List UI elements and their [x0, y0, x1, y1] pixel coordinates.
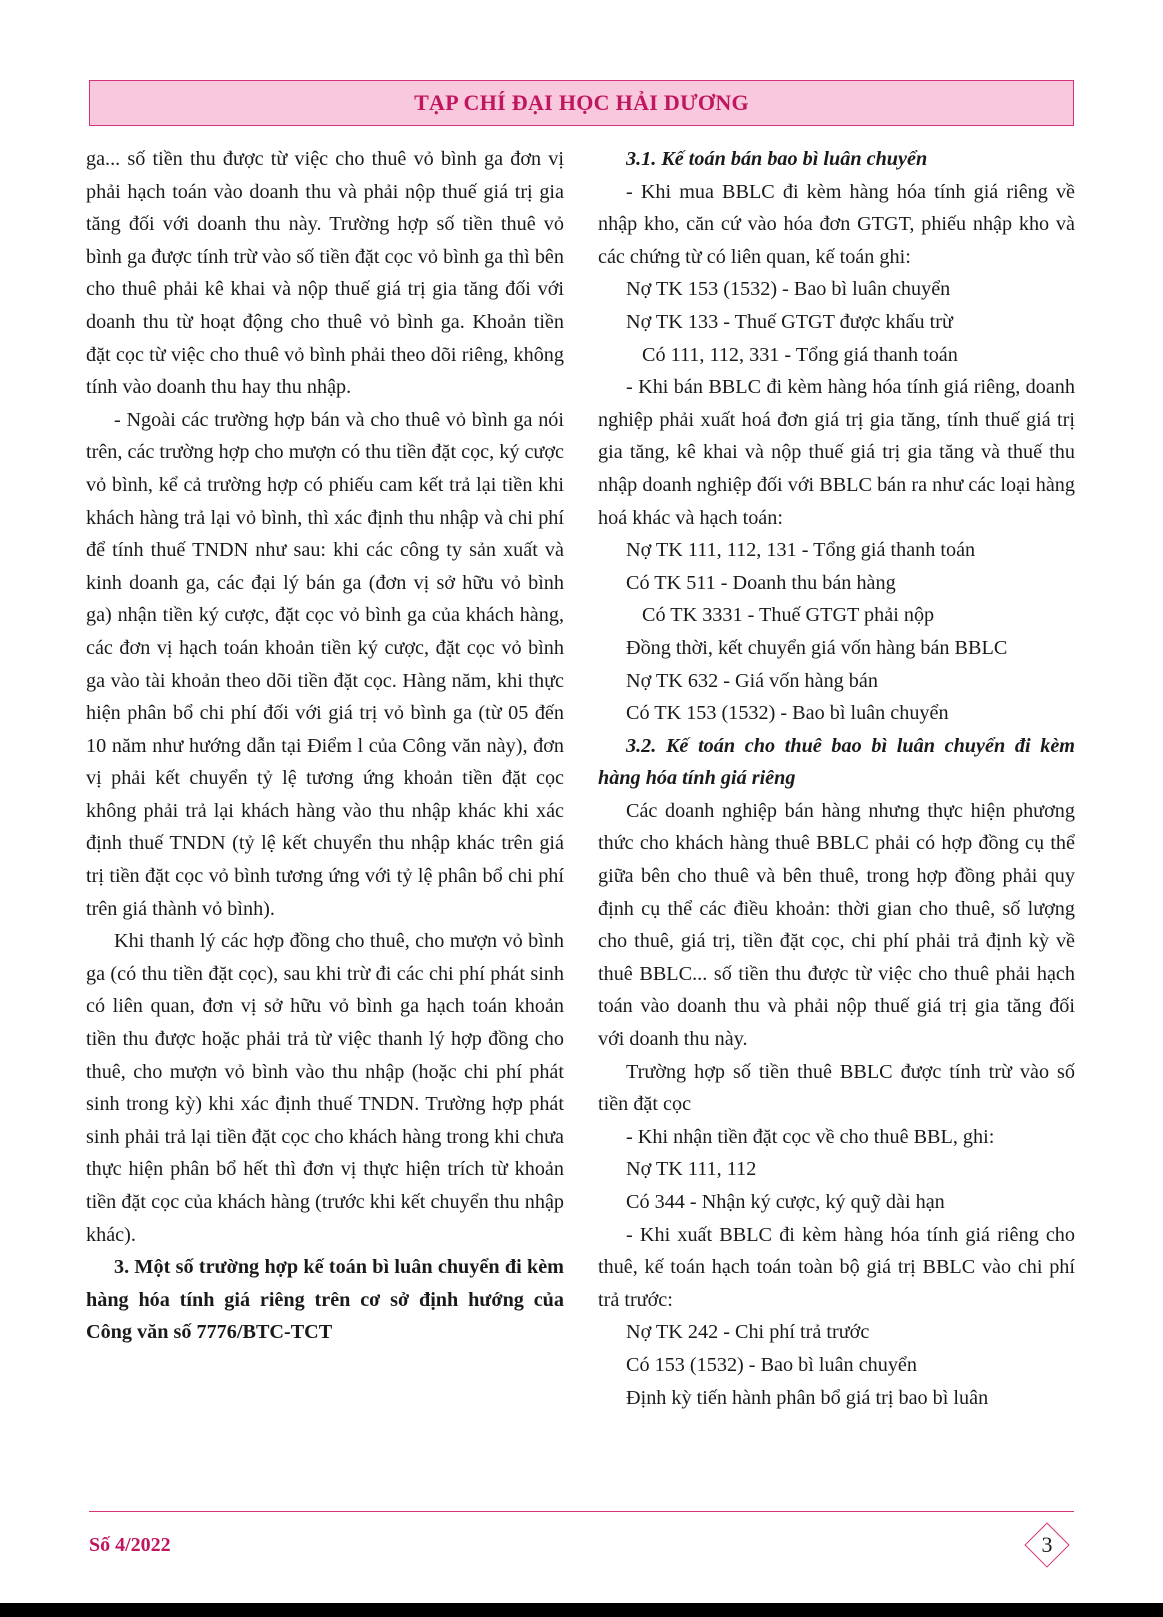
- paragraph: Trường hợp số tiền thuê BBLC được tính trừ vào số tiền đặt cọc: [598, 1060, 1075, 1116]
- entry-line: Có TK 153 (1532) - Bao bì luân chuyển: [626, 702, 949, 725]
- paragraph: - Khi xuất BBLC đi kèm hàng hóa tính giá riêng cho thuê, kế toán hạch toán toàn bộ giá trị BBLC vào chi phí trả trước:: [598, 1223, 1075, 1311]
- paragraph: - Ngoài các trường hợp bán và cho thuê vỏ bình ga nói trên, các trường hợp cho mượn có thu tiền đặt cọc, ký cược vỏ bình, kể cả trường hợp có phiếu cam kết trả lại tiền khi khách hàng trả lại vỏ bình, thì xác định thu nhập và chi phí để tính thuế TNDN như sau: khi các công ty sản xuất và kinh doanh ga, các đại lý bán ga (đơn vị sở hữu vỏ bình ga) nhận tiền ký cược, đặt cọc vỏ bình ga của khách hàng, các đơn vị hạch toán khoản tiền ký cược, đặt cọc vỏ bình ga vào tài khoản theo dõi tiền đặt cọc. Hàng năm, khi thực hiện phân bổ chi phí đối với giá trị vỏ bình ga (từ 05 đến 10 năm như hướng dẫn tại Điểm l của Công văn này), đơn vị phải kết chuyển tỷ lệ tương ứng khoản tiền đặt cọc không phải trả lại khách hàng vào thu nhập khác khi xác định thuế TNDN (tỷ lệ kết chuyển thu nhập khác trên giá trị tiền đặt cọc vỏ bình tương ứng với tỷ lệ phân bổ chi phí trên giá thành vỏ bình).: [86, 408, 565, 920]
- left-column: [86, 143, 564, 1349]
- bottom-edge-bar: [0, 1603, 1163, 1617]
- entry-line: Có TK 3331 - Thuế GTGT phải nộp: [642, 604, 935, 627]
- page-number-badge: [1022, 1520, 1072, 1570]
- paragraph: ga... số tiền thu được từ việc cho thuê vỏ bình ga đơn vị phải hạch toán vào doanh thu và phải nộp thuế giá trị gia tăng đối với doanh thu này. Trường hợp số tiền thuê vỏ bình ga được tính trừ vào số tiền đặt cọc vỏ bình ga thì bên cho thuê phải kê khai và nộp thuế giá trị gia tăng đối với doanh thu từ hoạt động cho thuê vỏ bình ga. Khoản tiền đặt cọc từ việc cho thuê vỏ bình phải theo dõi riêng, không tính vào doanh thu hay thu nhập.: [86, 148, 564, 399]
- paragraph: - Khi nhận tiền đặt cọc về cho thuê BBL, ghi:: [626, 1125, 995, 1148]
- entry-line: Có 111, 112, 331 - Tổng giá thanh toán: [642, 343, 958, 366]
- entry-line: Nợ TK 111, 112, 131 - Tổng giá thanh toán: [626, 539, 976, 562]
- issue-number: Số 4/2022: [89, 1534, 171, 1556]
- right-column: [598, 143, 1075, 1414]
- entry-line: Có 344 - Nhận ký cược, ký quỹ dài hạn: [626, 1191, 945, 1213]
- journal-header: [89, 80, 1074, 126]
- entry-line: Nợ TK 111, 112: [626, 1158, 757, 1181]
- entry-line: Nợ TK 242 - Chi phí trả trước: [626, 1321, 870, 1344]
- subsection-heading: 3.2. Kế toán cho thuê bao bì luân chuyển đi kèm hàng hóa tính giá riêng: [598, 734, 1075, 790]
- section-heading: 3. Một số trường hợp kế toán bì luân chuyển đi kèm hàng hóa tính giá riêng trên cơ sở định hướng của Công văn số 7776/BTC-TCT: [86, 1256, 564, 1344]
- journal-title: TẠP CHÍ ĐẠI HỌC HẢI DƯƠNG: [414, 90, 749, 115]
- paragraph: Khi thanh lý các hợp đồng cho thuê, cho mượn vỏ bình ga (có thu tiền đặt cọc), sau khi trừ đi các chi phí phát sinh có liên quan, đơn vị sở hữu vỏ bình ga hạch toán khoản tiền thu được hoặc phải trả từ việc thanh lý hợp đồng cho thuê, cho mượn vỏ bình vào thu nhập (hoặc chi phí phát sinh trong kỳ) khi xác định thuế TNDN. Trường hợp phát sinh phải trả lại tiền đặt cọc cho khách hàng trong khi chưa thực hiện phân bổ hết thì đơn vị thực hiện trích từ khoản tiền đặt cọc của khách hàng (trước khi kết chuyển thu nhập khác).: [86, 930, 564, 1246]
- subsection-heading: 3.1. Kế toán bán bao bì luân chuyển: [626, 148, 928, 170]
- entry-line: Đồng thời, kết chuyển giá vốn hàng bán BBLC: [626, 636, 1008, 659]
- paragraph: Định kỳ tiến hành phân bổ giá trị bao bì luân: [626, 1386, 989, 1409]
- entry-line: Nợ TK 153 (1532) - Bao bì luân chuyển: [626, 278, 951, 301]
- footer-divider: [89, 1511, 1074, 1512]
- entry-line: Có 153 (1532) - Bao bì luân chuyển: [626, 1353, 917, 1376]
- page-number: 3: [1041, 1532, 1053, 1557]
- paragraph: - Khi mua BBLC đi kèm hàng hóa tính giá riêng về nhập kho, căn cứ vào hóa đơn GTGT, phiếu nhập kho và các chứng từ có liên quan, kế toán ghi:: [598, 180, 1075, 268]
- entry-line: Nợ TK 133 - Thuế GTGT được khấu trừ: [626, 310, 953, 333]
- paragraph: Các doanh nghiệp bán hàng nhưng thực hiện phương thức cho khách hàng thuê BBLC phải có hợp đồng cụ thể giữa bên cho thuê và bên thuê, trong hợp đồng phải quy định cụ thể các điều khoản: thời gian cho thuê, số lượng cho thuê, giá trị, tiền đặt cọc, chi phí phải trả định kỳ về thuê BBLC... số tiền thu được từ việc cho thuê phải hạch toán vào doanh thu và phải nộp thuế giá trị gia tăng đối với doanh thu này.: [598, 799, 1075, 1051]
- entry-line: Nợ TK 632 - Giá vốn hàng bán: [626, 669, 878, 692]
- paragraph: - Khi bán BBLC đi kèm hàng hóa tính giá riêng, doanh nghiệp phải xuất hoá đơn giá trị gia tăng, tính thuế giá trị gia tăng, kê khai và nộp thuế giá trị gia tăng và thuế thu nhập doanh nghiệp đối với BBLC bán ra như các loại hàng hoá khác và hạch toán:: [598, 376, 1075, 529]
- entry-line: Có TK 511 - Doanh thu bán hàng: [626, 571, 896, 594]
